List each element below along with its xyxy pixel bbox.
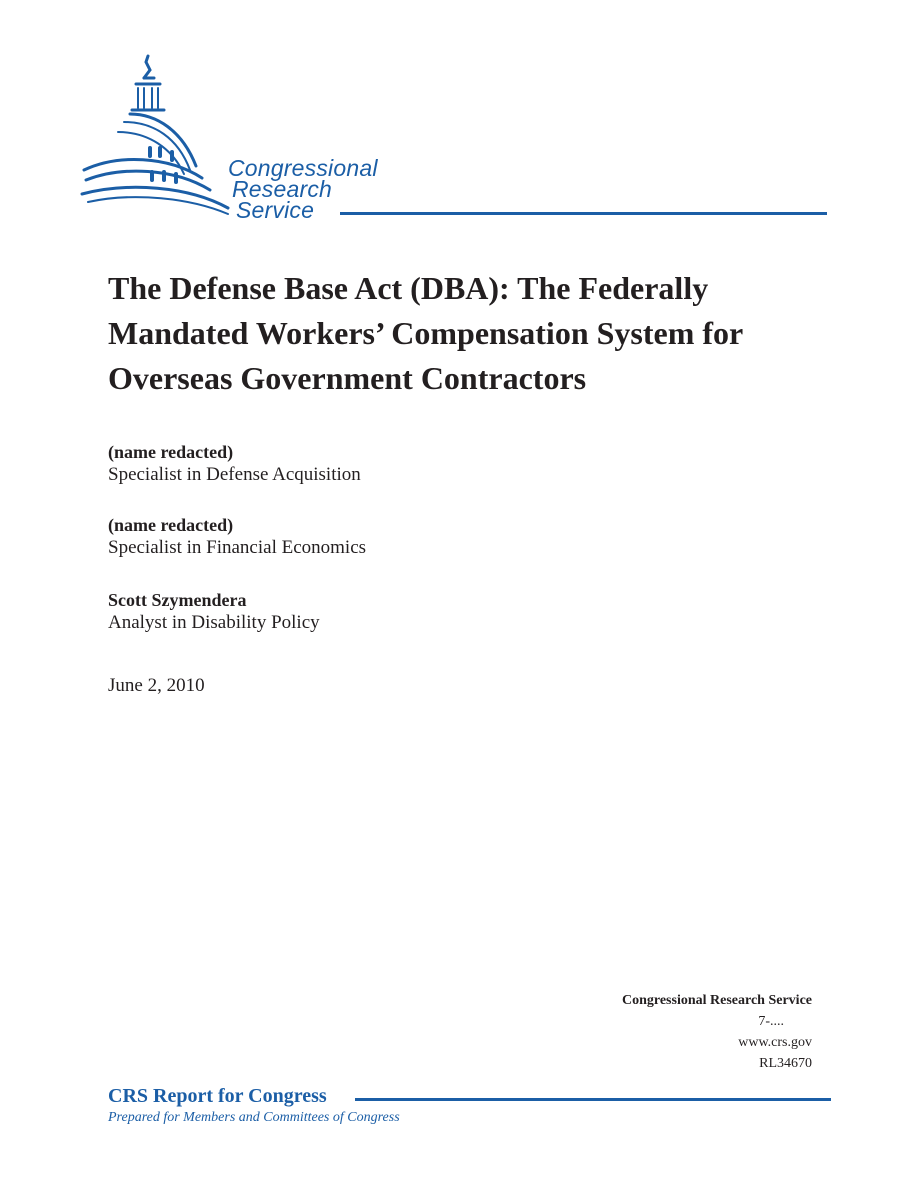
- footer-subtitle: Prepared for Members and Committees of Congress: [108, 1110, 400, 1125]
- capitol-dome-icon: [78, 48, 238, 228]
- logo-word-congressional: Congressional: [228, 155, 378, 181]
- author-role: Specialist in Financial Economics: [108, 537, 367, 558]
- logo-rule: [340, 212, 827, 215]
- author-name: (name redacted): [108, 442, 234, 462]
- author-block: [108, 441, 608, 487]
- footer-title: CRS Report for Congress: [108, 1085, 327, 1107]
- report-date: June 2, 2010: [108, 675, 205, 696]
- crs-url[interactable]: www.crs.gov: [738, 1035, 812, 1050]
- crs-code: 7-....: [758, 1014, 784, 1029]
- report-title: The Defense Base Act (DBA): The Federally Mandated Workers’ Compensation System for Overseas Government Contractors: [108, 270, 743, 396]
- crs-info: [512, 990, 812, 1074]
- author-role: Analyst in Disability Policy: [108, 612, 320, 633]
- logo-word-research: Research: [232, 176, 333, 202]
- author-block: [108, 589, 608, 635]
- logo-word-service: Service: [236, 197, 315, 223]
- crs-logo: [78, 48, 838, 228]
- author-name: (name redacted): [108, 515, 234, 535]
- footer-rule: [355, 1098, 831, 1101]
- crs-org-name: Congressional Research Service: [621, 993, 812, 1008]
- author-name: Scott Szymendera: [108, 590, 247, 610]
- author-role: Specialist in Defense Acquisition: [108, 464, 361, 485]
- report-number: RL34670: [759, 1056, 812, 1071]
- author-block: [108, 514, 608, 560]
